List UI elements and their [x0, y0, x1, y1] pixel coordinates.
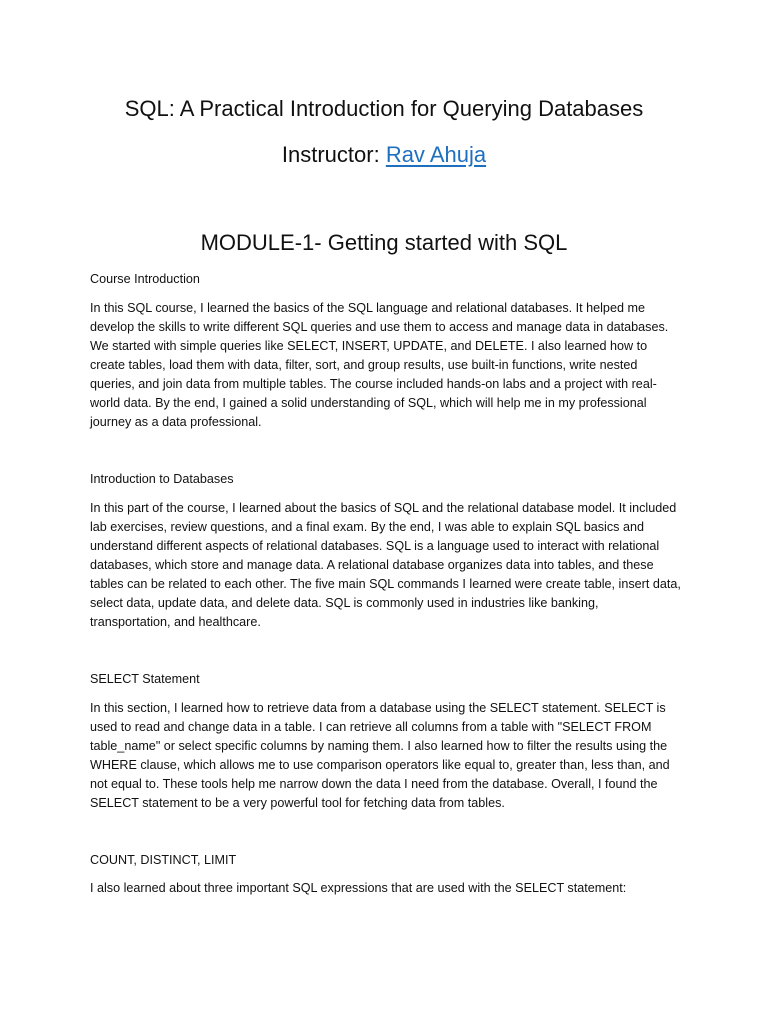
section-body-select-statement: In this section, I learned how to retrieve data from a database using the SELECT statement. SELECT is used to read and change data in a table. I can retrieve all columns from a table with "SELECT FROM table_name" or select specific columns by naming them. I also learned how to filter the results using the WHERE clause, which allows me to use comparison operators like equal to, greater than, less than, and not equal to. These tools help me narrow down the data I need from the database. Overall, I found the SELECT statement to be a very powerful tool for fetching data from tables. [90, 701, 670, 810]
instructor-link[interactable]: Rav Ahuja [385, 142, 487, 167]
section-body-introduction-to-databases: In this part of the course, I learned about the basics of SQL and the relational database model. It included lab exercises, review questions, and a final exam. By the end, I was able to explain SQL basics and understand different aspects of relational databases. SQL is a language used to interact with relational databases, which store and manage data. A relational database organizes data into tables, and these tables can be related to each other. The five main SQL commands I learned were create table, insert data, select data, update data, and delete data. SQL is commonly used in industries like banking, transportation, and healthcare. [90, 501, 681, 629]
document-title: SQL: A Practical Introduction for Querying Databases [124, 96, 644, 121]
module-title: MODULE-1- Getting started with SQL [200, 230, 568, 255]
section-body-count-distinct-limit: I also learned about three important SQL expressions that are used with the SELECT statement: [90, 881, 627, 895]
section-heading-course-introduction: Course Introduction [90, 272, 200, 286]
instructor-line [0, 141, 768, 169]
section-heading-introduction-to-databases: Introduction to Databases [90, 472, 234, 486]
section-body-course-introduction: In this SQL course, I learned the basics of the SQL language and relational databases. It helped me develop the skills to write different SQL queries and use them to access and manage data in databases. We started with simple queries like SELECT, INSERT, UPDATE, and DELETE. I also learned how to create tables, load them with data, filter, sort, and group results, use built-in functions, write nested queries, and join data from multiple tables. The course included hands-on labs and a project with real-world data. By the end, I gained a solid understanding of SQL, which will help me in my professional journey as a data professional. [90, 301, 669, 429]
section-heading-select-statement: SELECT Statement [90, 672, 200, 686]
section-heading-count-distinct-limit: COUNT, DISTINCT, LIMIT [90, 853, 237, 867]
instructor-label: Instructor: [281, 142, 386, 167]
